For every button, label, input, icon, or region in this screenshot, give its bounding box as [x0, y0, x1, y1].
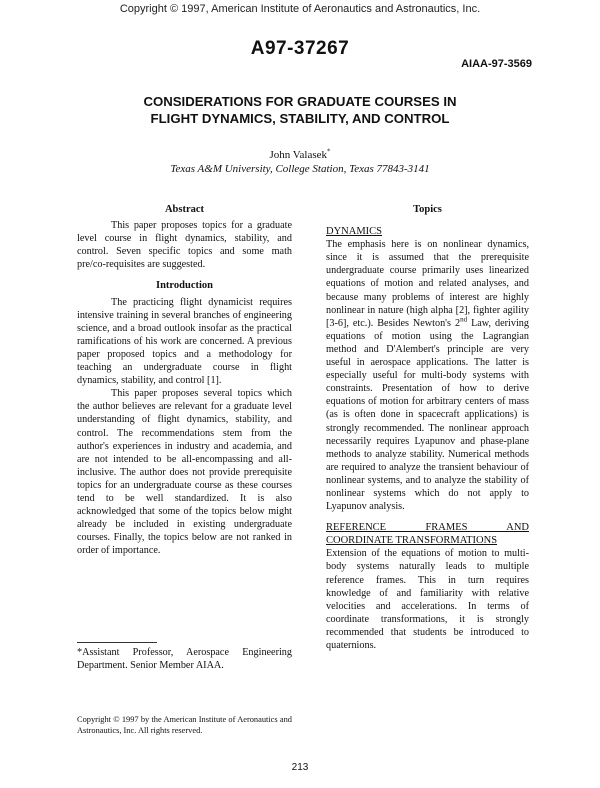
dynamics-heading: DYNAMICS — [326, 226, 383, 238]
author-footnote: *Assistant Professor, Aerospace Engineering Department. Senior Member AIAA. — [77, 647, 292, 672]
author-name-text: John Valasek — [269, 149, 328, 161]
title-line-2: FLIGHT DYNAMICS, STABILITY, AND CONTROL — [150, 111, 450, 126]
title-line-1: CONSIDERATIONS FOR GRADUATE COURSES IN — [143, 94, 457, 109]
left-column — [77, 203, 292, 557]
frames-heading-line-1: REFERENCE FRAMES AND — [326, 522, 529, 534]
accession-number: A97-37267 — [250, 38, 350, 59]
author-footnote-marker: * — [327, 147, 331, 156]
footnote-rule — [77, 642, 157, 643]
introduction-paragraph-1: The practicing flight dynamicist requires intensive training in several branches of engineering science, and a broad outlook insofar as the practical ramifications of his work are concerned. A previous paper proposed topics and a methodology for teaching an undergraduate course in flight dynamics, stability, and control [1]. — [77, 296, 292, 387]
topics-heading: Topics — [413, 204, 442, 215]
abstract-text: This paper proposes topics for a graduate level course in flight dynamics, stability, and control. Seven specific topics and some math pre/co-requisites are suggested. — [77, 220, 292, 271]
copyright-notice-bottom: Copyright © 1997 by the American Institute of Aeronautics and Astronautics, Inc. All rights reserved. — [77, 715, 292, 735]
author-affiliation: Texas A&M University, College Station, Texas 77843-3141 — [170, 163, 430, 175]
dynamics-superscript: nd — [460, 315, 468, 324]
introduction-paragraph-2: This paper proposes several topics which the author believes are relevant for a graduate level understanding of flight dynamics, stability, and control. The recommendations stem from the author's experiences in industry and academia, and are not intended to be all-encompassing and all-inclusive. The author does not provide prerequisite topics for an undergraduate course as these courses tend to be well standardized. It is also acknowledged that some of the topics below might already be included in existing undergraduate courses. Finally, the topics below are not ranked in order of importance. — [77, 388, 292, 557]
page-number: 213 — [291, 762, 309, 773]
aiaa-paper-number: AIAA-97-3569 — [461, 58, 532, 70]
dynamics-text-a: The emphasis here is on nonlinear dynamics, since it is assumed that the prerequisite undergraduate course primarily uses linearized equations of motion and related analyses, and because many problems of interest are highly nonlinear in nature (high alpha [2], fighter agility [3-6], etc.). Besides Newton's 2 — [326, 239, 529, 329]
introduction-heading: Introduction — [156, 280, 213, 292]
dynamics-text-b: Law, deriving equations of motion using the Lagrangian method and D'Alembert's principle are very useful in aerospace applications. The latter is especially useful for multi-body systems with constraints. Presentation of how to derive equations of motion for arbitrary centers of mass (as is often done in spacecraft applications) is strongly recommended. The nonlinear approach necessarily requires Lyapunov and phase-plane methods to analyze stability. Numerical methods are required to analyze the transient behaviour of nonlinear systems, and to analyze the stability of nonlinear systems which do not apply to Lyapunov analysis. — [326, 317, 529, 513]
dynamics-paragraph — [326, 238, 529, 513]
frames-paragraph: Extension of the equations of motion to multi-body systems naturally leads to multiple reference frames. This in turn requires knowledge of and familiarity with relative velocities and accelerations. In terms of coordinate transformations, it is strongly recommended that students be introduced to quaternions. — [326, 548, 529, 651]
abstract-heading: Abstract — [164, 204, 205, 215]
right-column — [326, 203, 529, 652]
frames-heading-line-2: COORDINATE TRANSFORMATIONS — [326, 535, 498, 547]
copyright-notice-top: Copyright © 1997, American Institute of Aeronautics and Astronautics, Inc. — [119, 3, 481, 15]
paper-title — [60, 93, 540, 127]
author-name — [0, 149, 600, 161]
